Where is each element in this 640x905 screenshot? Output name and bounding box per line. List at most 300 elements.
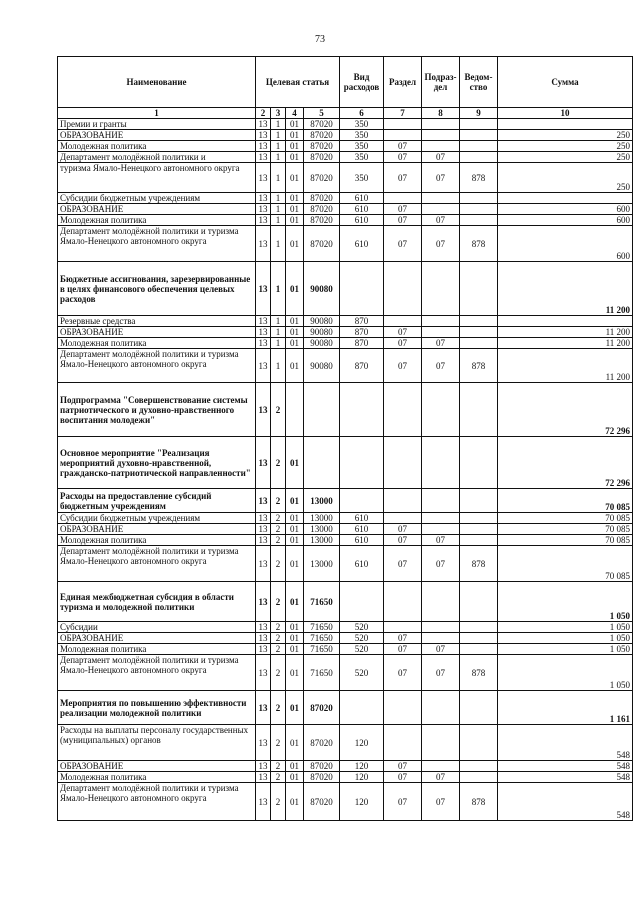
target-code-1: 13 bbox=[256, 546, 271, 582]
target-code-4: 87020 bbox=[304, 226, 340, 262]
target-code-1: 13 bbox=[256, 725, 271, 761]
target-code-1: 13 bbox=[256, 338, 271, 349]
department: 878 bbox=[460, 783, 498, 821]
header-department: Ведом-ство bbox=[460, 57, 498, 108]
target-code-3: 01 bbox=[286, 622, 304, 633]
target-code-1: 13 bbox=[256, 633, 271, 644]
section: 07 bbox=[384, 524, 422, 535]
target-code-3: 01 bbox=[286, 349, 304, 383]
department bbox=[460, 524, 498, 535]
expense-type: 610 bbox=[340, 204, 384, 215]
subsection bbox=[422, 622, 460, 633]
target-code-4: 71650 bbox=[304, 582, 340, 622]
target-code-3: 01 bbox=[286, 215, 304, 226]
target-code-2: 2 bbox=[271, 489, 286, 513]
subsection: 07 bbox=[422, 226, 460, 262]
department bbox=[460, 338, 498, 349]
target-code-4: 87020 bbox=[304, 725, 340, 761]
subsection: 07 bbox=[422, 772, 460, 783]
target-code-1: 13 bbox=[256, 582, 271, 622]
target-code-3: 01 bbox=[286, 316, 304, 327]
row-name: Субсидии бюджетным учреждениям bbox=[58, 193, 256, 204]
subsection bbox=[422, 513, 460, 524]
expense-type: 520 bbox=[340, 622, 384, 633]
header-row bbox=[58, 57, 633, 108]
target-code-1: 13 bbox=[256, 761, 271, 772]
target-code-4: 13000 bbox=[304, 524, 340, 535]
expense-type bbox=[340, 383, 384, 437]
target-code-3: 01 bbox=[286, 761, 304, 772]
target-code-3: 01 bbox=[286, 130, 304, 141]
subsection bbox=[422, 582, 460, 622]
expense-type bbox=[340, 489, 384, 513]
sum: 11 200 bbox=[498, 262, 633, 316]
index-cell: 2 bbox=[256, 108, 271, 119]
department: 878 bbox=[460, 655, 498, 691]
target-code-1: 13 bbox=[256, 383, 271, 437]
row-name: Департамент молодёжной политики и туризма Ямало-Ненецкого автономного округа bbox=[58, 226, 256, 262]
target-code-3: 01 bbox=[286, 338, 304, 349]
section: 07 bbox=[384, 163, 422, 193]
department: 878 bbox=[460, 226, 498, 262]
target-code-1: 13 bbox=[256, 152, 271, 163]
row-name: ОБРАЗОВАНИЕ bbox=[58, 761, 256, 772]
table-row bbox=[58, 622, 633, 633]
section: 07 bbox=[384, 772, 422, 783]
target-code-3: 01 bbox=[286, 655, 304, 691]
target-code-4: 87020 bbox=[304, 152, 340, 163]
department bbox=[460, 489, 498, 513]
subsection: 07 bbox=[422, 535, 460, 546]
section bbox=[384, 130, 422, 141]
row-name: Молодежная политика bbox=[58, 644, 256, 655]
target-code-4: 71650 bbox=[304, 644, 340, 655]
target-code-2: 2 bbox=[271, 644, 286, 655]
expense-type: 350 bbox=[340, 141, 384, 152]
sum: 70 085 bbox=[498, 535, 633, 546]
target-code-3: 01 bbox=[286, 327, 304, 338]
subsection bbox=[422, 437, 460, 489]
sum: 548 bbox=[498, 783, 633, 821]
target-code-4: 71650 bbox=[304, 655, 340, 691]
target-code-3: 01 bbox=[286, 141, 304, 152]
table-row bbox=[58, 338, 633, 349]
sum: 250 bbox=[498, 152, 633, 163]
sum: 600 bbox=[498, 204, 633, 215]
section bbox=[384, 622, 422, 633]
index-cell: 10 bbox=[498, 108, 633, 119]
target-code-3: 01 bbox=[286, 546, 304, 582]
department bbox=[460, 437, 498, 489]
table-row bbox=[58, 489, 633, 513]
target-code-3: 01 bbox=[286, 524, 304, 535]
target-code-4: 71650 bbox=[304, 633, 340, 644]
target-code-1: 13 bbox=[256, 535, 271, 546]
expense-type: 520 bbox=[340, 633, 384, 644]
subsection bbox=[422, 383, 460, 437]
target-code-2: 2 bbox=[271, 761, 286, 772]
target-code-3: 01 bbox=[286, 437, 304, 489]
table-row bbox=[58, 535, 633, 546]
section: 07 bbox=[384, 633, 422, 644]
sum: 1 050 bbox=[498, 622, 633, 633]
subsection bbox=[422, 130, 460, 141]
target-code-1: 13 bbox=[256, 204, 271, 215]
target-code-2: 2 bbox=[271, 437, 286, 489]
section bbox=[384, 193, 422, 204]
row-name: Молодежная политика bbox=[58, 338, 256, 349]
section: 07 bbox=[384, 204, 422, 215]
department bbox=[460, 262, 498, 316]
table-row bbox=[58, 141, 633, 152]
target-code-4: 90080 bbox=[304, 327, 340, 338]
header-sum: Сумма bbox=[498, 57, 633, 108]
target-code-3: 01 bbox=[286, 691, 304, 725]
target-code-4: 13000 bbox=[304, 513, 340, 524]
target-code-4: 13000 bbox=[304, 546, 340, 582]
department: 878 bbox=[460, 349, 498, 383]
expense-type bbox=[340, 437, 384, 489]
section: 07 bbox=[384, 546, 422, 582]
target-code-4: 90080 bbox=[304, 262, 340, 316]
target-code-2: 2 bbox=[271, 582, 286, 622]
department bbox=[460, 383, 498, 437]
expense-type: 120 bbox=[340, 725, 384, 761]
target-code-4: 87020 bbox=[304, 761, 340, 772]
sum bbox=[498, 316, 633, 327]
table-row bbox=[58, 383, 633, 437]
target-code-2: 1 bbox=[271, 226, 286, 262]
department bbox=[460, 691, 498, 725]
department bbox=[460, 119, 498, 130]
target-code-4: 90080 bbox=[304, 349, 340, 383]
subsection: 07 bbox=[422, 215, 460, 226]
table-row bbox=[58, 772, 633, 783]
section bbox=[384, 489, 422, 513]
target-code-1: 13 bbox=[256, 141, 271, 152]
section: 07 bbox=[384, 226, 422, 262]
target-code-3: 01 bbox=[286, 204, 304, 215]
target-code-1: 13 bbox=[256, 349, 271, 383]
department bbox=[460, 535, 498, 546]
sum: 1 050 bbox=[498, 633, 633, 644]
target-code-4: 87020 bbox=[304, 691, 340, 725]
sum bbox=[498, 119, 633, 130]
subsection bbox=[422, 141, 460, 152]
expense-type: 610 bbox=[340, 513, 384, 524]
sum: 250 bbox=[498, 130, 633, 141]
target-code-3 bbox=[286, 383, 304, 437]
target-code-4: 87020 bbox=[304, 193, 340, 204]
expense-type: 610 bbox=[340, 215, 384, 226]
budget-table bbox=[57, 56, 633, 821]
target-code-3: 01 bbox=[286, 163, 304, 193]
row-name: туризма Ямало-Ненецкого автономного округа bbox=[58, 163, 256, 193]
target-code-2: 1 bbox=[271, 152, 286, 163]
index-cell: 7 bbox=[384, 108, 422, 119]
section bbox=[384, 383, 422, 437]
target-code-2: 2 bbox=[271, 622, 286, 633]
table-row bbox=[58, 644, 633, 655]
expense-type bbox=[340, 691, 384, 725]
row-name: Департамент молодёжной политики и туризма Ямало-Ненецкого автономного округа bbox=[58, 349, 256, 383]
target-code-1: 13 bbox=[256, 130, 271, 141]
table-row bbox=[58, 655, 633, 691]
row-name: Субсидии bbox=[58, 622, 256, 633]
table-row bbox=[58, 633, 633, 644]
sum: 70 085 bbox=[498, 489, 633, 513]
department bbox=[460, 633, 498, 644]
expense-type: 610 bbox=[340, 226, 384, 262]
expense-type: 350 bbox=[340, 119, 384, 130]
row-name: Резервные средства bbox=[58, 316, 256, 327]
row-name: Департамент молодёжной политики и bbox=[58, 152, 256, 163]
target-code-3: 01 bbox=[286, 193, 304, 204]
subsection bbox=[422, 193, 460, 204]
target-code-3: 01 bbox=[286, 535, 304, 546]
target-code-4 bbox=[304, 383, 340, 437]
row-name: Молодежная политика bbox=[58, 215, 256, 226]
target-code-2: 2 bbox=[271, 546, 286, 582]
table-row bbox=[58, 582, 633, 622]
department bbox=[460, 644, 498, 655]
sum: 600 bbox=[498, 226, 633, 262]
target-code-3: 01 bbox=[286, 152, 304, 163]
sum: 548 bbox=[498, 761, 633, 772]
target-code-3: 01 bbox=[286, 119, 304, 130]
expense-type: 120 bbox=[340, 783, 384, 821]
expense-type: 610 bbox=[340, 546, 384, 582]
table-row bbox=[58, 119, 633, 130]
target-code-1: 13 bbox=[256, 327, 271, 338]
target-code-1: 13 bbox=[256, 193, 271, 204]
target-code-2: 2 bbox=[271, 383, 286, 437]
target-code-4: 13000 bbox=[304, 535, 340, 546]
section bbox=[384, 513, 422, 524]
section: 07 bbox=[384, 644, 422, 655]
department bbox=[460, 761, 498, 772]
target-code-2: 2 bbox=[271, 783, 286, 821]
row-name: Основное мероприятие "Реализация мероприятий духовно-нравственной, гражданско-патриотической направленности" bbox=[58, 437, 256, 489]
expense-type: 350 bbox=[340, 130, 384, 141]
table-row bbox=[58, 226, 633, 262]
section: 07 bbox=[384, 338, 422, 349]
department bbox=[460, 130, 498, 141]
header-subsection: Подраз-дел bbox=[422, 57, 460, 108]
target-code-2: 2 bbox=[271, 513, 286, 524]
department bbox=[460, 316, 498, 327]
table-row bbox=[58, 316, 633, 327]
table-row bbox=[58, 327, 633, 338]
row-name: Департамент молодёжной политики и туризма Ямало-Ненецкого автономного округа bbox=[58, 655, 256, 691]
row-name: ОБРАЗОВАНИЕ bbox=[58, 633, 256, 644]
section: 07 bbox=[384, 349, 422, 383]
target-code-1: 13 bbox=[256, 163, 271, 193]
department bbox=[460, 152, 498, 163]
target-code-2: 2 bbox=[271, 524, 286, 535]
sum: 1 161 bbox=[498, 691, 633, 725]
target-code-3: 01 bbox=[286, 644, 304, 655]
expense-type: 870 bbox=[340, 316, 384, 327]
target-code-2: 1 bbox=[271, 163, 286, 193]
target-code-3: 01 bbox=[286, 633, 304, 644]
section: 07 bbox=[384, 535, 422, 546]
target-code-1: 13 bbox=[256, 655, 271, 691]
target-code-1: 13 bbox=[256, 437, 271, 489]
row-name: Департамент молодёжной политики и туризма Ямало-Ненецкого автономного округа bbox=[58, 783, 256, 821]
target-code-1: 13 bbox=[256, 691, 271, 725]
target-code-4: 87020 bbox=[304, 119, 340, 130]
target-code-2: 2 bbox=[271, 691, 286, 725]
table-row bbox=[58, 130, 633, 141]
table-row bbox=[58, 524, 633, 535]
sum: 70 085 bbox=[498, 524, 633, 535]
subsection: 07 bbox=[422, 152, 460, 163]
target-code-1: 13 bbox=[256, 513, 271, 524]
sum: 11 200 bbox=[498, 338, 633, 349]
section bbox=[384, 691, 422, 725]
sum: 1 050 bbox=[498, 582, 633, 622]
expense-type: 870 bbox=[340, 327, 384, 338]
sum: 548 bbox=[498, 772, 633, 783]
department: 878 bbox=[460, 546, 498, 582]
table-row bbox=[58, 193, 633, 204]
target-code-2: 1 bbox=[271, 262, 286, 316]
target-code-1: 13 bbox=[256, 622, 271, 633]
section bbox=[384, 582, 422, 622]
expense-type bbox=[340, 582, 384, 622]
section bbox=[384, 316, 422, 327]
subsection bbox=[422, 633, 460, 644]
header-expense-type: Вид расходов bbox=[340, 57, 384, 108]
sum: 11 200 bbox=[498, 349, 633, 383]
target-code-2: 1 bbox=[271, 316, 286, 327]
expense-type: 870 bbox=[340, 338, 384, 349]
department bbox=[460, 204, 498, 215]
target-code-3: 01 bbox=[286, 772, 304, 783]
table-row bbox=[58, 513, 633, 524]
subsection bbox=[422, 316, 460, 327]
index-cell: 3 bbox=[271, 108, 286, 119]
index-cell: 6 bbox=[340, 108, 384, 119]
index-cell: 8 bbox=[422, 108, 460, 119]
sum: 548 bbox=[498, 725, 633, 761]
row-name: Бюджетные ассигнования, зарезервированные в целях финансового обеспечения целевых расходов bbox=[58, 262, 256, 316]
subsection bbox=[422, 524, 460, 535]
index-cell: 5 bbox=[304, 108, 340, 119]
sum bbox=[498, 193, 633, 204]
table-row bbox=[58, 437, 633, 489]
index-cell: 9 bbox=[460, 108, 498, 119]
target-code-3: 01 bbox=[286, 725, 304, 761]
subsection bbox=[422, 327, 460, 338]
expense-type: 350 bbox=[340, 152, 384, 163]
row-name: Молодежная политика bbox=[58, 772, 256, 783]
section: 07 bbox=[384, 655, 422, 691]
target-code-3: 01 bbox=[286, 783, 304, 821]
department bbox=[460, 772, 498, 783]
row-name: Расходы на предоставление субсидий бюджетным учреждениям bbox=[58, 489, 256, 513]
row-name: Мероприятия по повышению эффективности реализации молодежной политики bbox=[58, 691, 256, 725]
department bbox=[460, 513, 498, 524]
target-code-1: 13 bbox=[256, 772, 271, 783]
index-cell: 1 bbox=[58, 108, 256, 119]
section: 07 bbox=[384, 152, 422, 163]
target-code-2: 1 bbox=[271, 130, 286, 141]
target-code-3: 01 bbox=[286, 226, 304, 262]
target-code-1: 13 bbox=[256, 119, 271, 130]
subsection: 07 bbox=[422, 338, 460, 349]
row-name: ОБРАЗОВАНИЕ bbox=[58, 327, 256, 338]
expense-type: 870 bbox=[340, 349, 384, 383]
row-name: ОБРАЗОВАНИЕ bbox=[58, 130, 256, 141]
subsection bbox=[422, 489, 460, 513]
target-code-2: 1 bbox=[271, 193, 286, 204]
department bbox=[460, 622, 498, 633]
table-row bbox=[58, 215, 633, 226]
subsection: 07 bbox=[422, 546, 460, 582]
expense-type: 520 bbox=[340, 644, 384, 655]
header-target-article: Целевая статья bbox=[256, 57, 340, 108]
target-code-2: 2 bbox=[271, 725, 286, 761]
target-code-2: 2 bbox=[271, 633, 286, 644]
target-code-2: 1 bbox=[271, 141, 286, 152]
target-code-3: 01 bbox=[286, 582, 304, 622]
row-name: Молодежная политика bbox=[58, 141, 256, 152]
sum: 70 085 bbox=[498, 513, 633, 524]
subsection bbox=[422, 119, 460, 130]
target-code-1: 13 bbox=[256, 316, 271, 327]
department bbox=[460, 193, 498, 204]
expense-type: 610 bbox=[340, 524, 384, 535]
header-name: Наименование bbox=[58, 57, 256, 108]
sum: 70 085 bbox=[498, 546, 633, 582]
department bbox=[460, 327, 498, 338]
target-code-1: 13 bbox=[256, 489, 271, 513]
target-code-1: 13 bbox=[256, 215, 271, 226]
table-row bbox=[58, 783, 633, 821]
department bbox=[460, 215, 498, 226]
sum: 11 200 bbox=[498, 327, 633, 338]
target-code-4: 71650 bbox=[304, 622, 340, 633]
section: 07 bbox=[384, 761, 422, 772]
subsection bbox=[422, 204, 460, 215]
table-row bbox=[58, 691, 633, 725]
row-name: Департамент молодёжной политики и туризма Ямало-Ненецкого автономного округа bbox=[58, 546, 256, 582]
subsection: 07 bbox=[422, 655, 460, 691]
target-code-4: 87020 bbox=[304, 215, 340, 226]
target-code-3: 01 bbox=[286, 489, 304, 513]
sum: 1 050 bbox=[498, 644, 633, 655]
target-code-4: 87020 bbox=[304, 141, 340, 152]
sum: 250 bbox=[498, 163, 633, 193]
target-code-2: 1 bbox=[271, 204, 286, 215]
subsection bbox=[422, 761, 460, 772]
target-code-2: 1 bbox=[271, 338, 286, 349]
table-row bbox=[58, 349, 633, 383]
target-code-4: 13000 bbox=[304, 489, 340, 513]
sum: 1 050 bbox=[498, 655, 633, 691]
expense-type: 610 bbox=[340, 535, 384, 546]
section bbox=[384, 119, 422, 130]
sum: 250 bbox=[498, 141, 633, 152]
row-name: Молодежная политика bbox=[58, 535, 256, 546]
department bbox=[460, 141, 498, 152]
target-code-3: 01 bbox=[286, 513, 304, 524]
expense-type: 120 bbox=[340, 772, 384, 783]
subsection bbox=[422, 262, 460, 316]
target-code-4: 87020 bbox=[304, 163, 340, 193]
